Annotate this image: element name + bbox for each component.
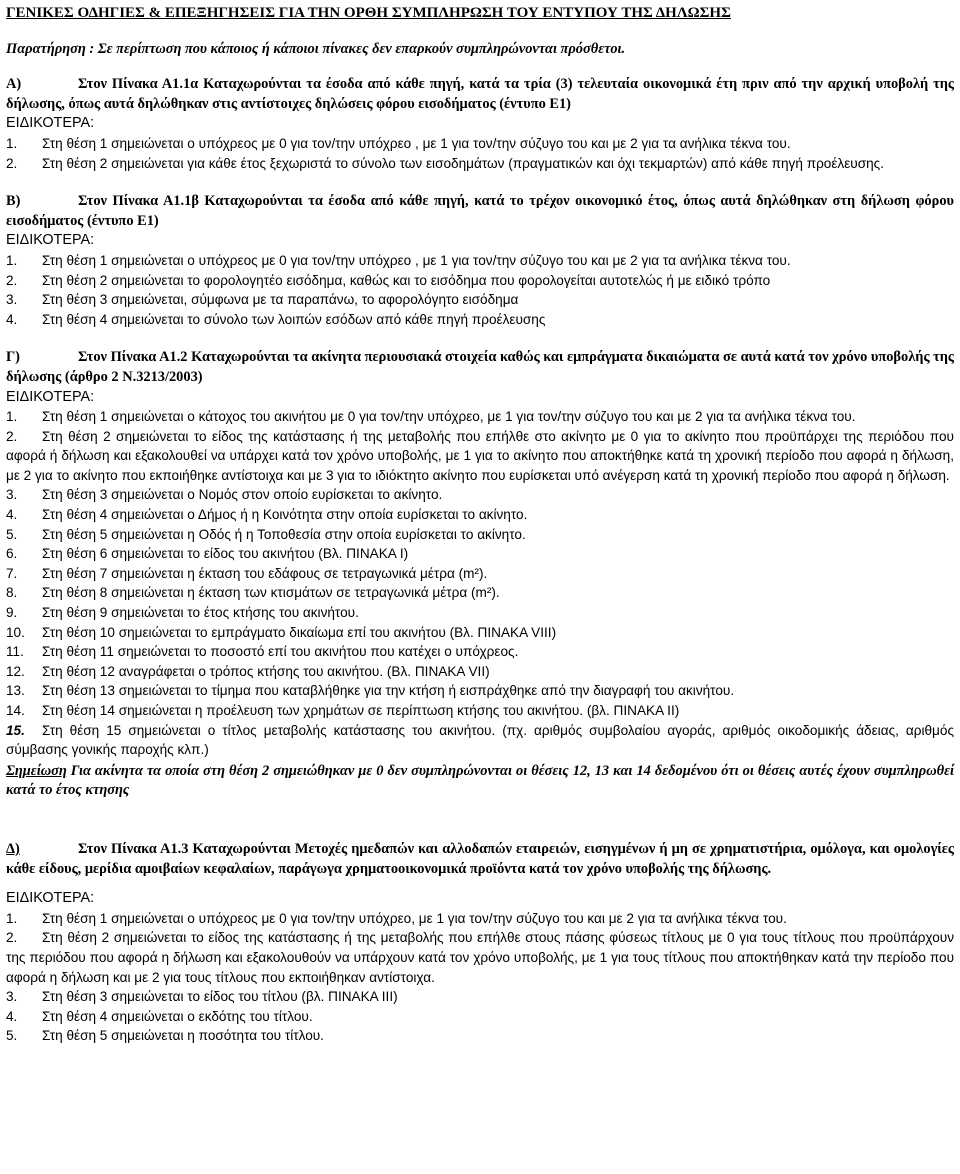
item-text: Στη θέση 6 σημειώνεται το είδος του ακινήτου (Βλ. ΠΙΝΑΚΑ Ι) [42,546,409,562]
list-item [6,525,954,545]
list-item [6,251,954,271]
section-a-heading [6,75,954,114]
specifics-label: ΕΙΔΙΚΟΤΕΡΑ: [6,388,95,405]
item-text: Στη θέση 12 αναγράφεται ο τρόπος κτήσης του ακινήτου. (Βλ. ΠΙΝΑΚΑ VII) [42,663,490,679]
item-text: Στη θέση 5 σημειώνεται η ποσότητα του τίτλου. [42,1028,324,1044]
item-number: 10. [6,624,25,640]
section-c-heading [6,348,954,387]
item-text: Στη θέση 4 σημειώνεται ο εκδότης του τίτλου. [42,1008,313,1024]
item-text: Στη θέση 1 σημειώνεται ο υπόχρεος με 0 για τον/την υπόχρεο , με 1 για τον/την σύζυγο του και με 2 για τα ανήλικα τέκνα του. [42,252,791,268]
item-text: Στη θέση 8 σημειώνεται η έκταση των κτισμάτων σε τετραγωνικά μέτρα (m²). [42,585,500,601]
item-number: 4. [6,311,18,327]
list-item [6,271,954,291]
item-text: Στη θέση 15 σημειώνεται ο τίτλος μεταβολής κατάστασης του ακινήτου. (πχ. αριθμός συμβολαίου αγοράς, αριθμός οικοδομικής άδειας, αριθμός σύμβασης γονικής παροχής κλπ.) [6,722,954,758]
item-text: Στη θέση 3 σημειώνεται, σύμφωνα με τα παραπάνω, το αφορολόγητο εισόδημα [42,292,519,308]
item-text: Στη θέση 3 σημειώνεται το είδος του τίτλου (βλ. ΠΙΝΑΚΑ ΙΙΙ) [42,989,398,1005]
list-item [6,909,954,929]
section-text: Στον Πίνακα Α1.1α Καταχωρούνται τα έσοδα από κάθε πηγή, κατά τα τρία (3) τελευταία οικονομικά έτη πριν από την αρχική υποβολή της δήλωσης, όπως αυτά δηλώθηκαν στις αντίστοιχες δηλώσεις φόρου εισοδήματος (έντυπο Ε1) [6,76,954,112]
spacer [6,801,954,840]
list-item [6,564,954,584]
item-number: 5. [6,526,18,542]
item-text: Στη θέση 1 σημειώνεται ο κάτοχος του ακινήτου με 0 για τον/την υπόχρεο, με 1 για τον/την σύζυγο του και με 2 για τα ανήλικα τέκνα του. [42,409,856,425]
section-letter: Γ) [6,349,20,366]
item-number: 13. [6,683,25,699]
item-number: 8. [6,585,18,601]
list-item [6,485,954,505]
spacer [6,329,954,348]
section-letter: Α) [6,76,22,93]
section-b-heading [6,192,954,231]
specifics-label: ΕΙΔΙΚΟΤΕΡΑ: [6,890,95,907]
item-text: Στη θέση 2 σημειώνεται το φορολογητέο εισόδημα, καθώς και το εισόδημα που φορολογείται αυτοτελώς ή με ειδικό τρόπο [42,272,771,288]
section-text: Στον Πίνακα Α1.3 Καταχωρούνται Μετοχές ημεδαπών και αλλοδαπών εταιρειών, εισηγμένων ή μη σε χρηματιστήρια, ομόλογα, και ομολογίες κάθε είδους, μερίδια αμοιβαίων κεφαλαίων, παράγωγα χρηματοοικονομικά προϊόντα κατά τον χρόνο υποβολής της δήλωσης. [6,840,954,877]
specifics-label: ΕΙΔΙΚΟΤΕΡΑ: [6,232,95,249]
item-number: 3. [6,487,18,503]
page-title: ΓΕΝΙΚΕΣ ΟΔΗΓΙΕΣ & ΕΠΕΞΗΓΗΣΕΙΣ ΓΙΑ ΤΗΝ ΟΡΘΗ ΣΥΜΠΛΗΡΩΣΗ ΤΟΥ ΕΝΤΥΠΟΥ ΤΗΣ ΔΗΛΩΣΗΣ [6,5,731,21]
remark-label: Σημείωση [6,762,67,779]
item-number: 2. [6,930,18,946]
section-letter: Δ) [6,840,20,857]
item-number: 9. [6,605,18,621]
list-item [6,987,954,1007]
item-text: Στη θέση 10 σημειώνεται το εμπράγματο δικαίωμα επί του ακινήτου (Βλ. ΠΙΝΑΚΑ VIII) [42,624,557,640]
item-number: 3. [6,292,18,308]
list-item [6,407,954,427]
remark [6,762,954,801]
item-number: 1. [6,252,18,268]
list-item [6,681,954,701]
item-number: 6. [6,546,18,562]
spacer [6,173,954,192]
item-number: 1. [6,409,18,425]
list-item [6,721,954,760]
item-text: Στη θέση 3 σημειώνεται ο Νομός στον οποίο ευρίσκεται το ακίνητο. [42,487,443,503]
list-item [6,154,954,174]
item-text: Στη θέση 2 σημειώνεται το είδος της κατάστασης ή της μεταβολής που επήλθε στους πάσης φύσεως τίτλους με 0 για τους τίτλους που προϋπάρχουν της περιόδου που αφορά η δήλωση και εξακολουθούν να υπάρχουν κατά τον χρόνο υποβολής, με 1 για τους τίτλους που αποκτήθηκαν κατά την περίοδο που αφορά η δήλωση και με 2 για τους τίτλους που εκποιήθηκαν αντίστοιχα. [6,930,954,985]
item-number: 3. [6,989,18,1005]
item-text: Στη θέση 11 σημειώνεται το ποσοστό επί του ακινήτου που κατέχει ο υπόχρεος. [42,644,519,660]
item-text: Στη θέση 2 σημειώνεται το είδος της κατάστασης ή της μεταβολής που επήλθε στο ακίνητο με 0 για το ακίνητο που προϋπάρχει της περιόδου που αφορά ή δήλωση και εξακολουθεί να υπάρχει κατά τον χρόνο υποβολής, με 1 για το ακίνητο που αποκτήθηκε κατά τη χρονική περίοδο που αφορά η δήλωση, με 2 για το ακίνητο που εκποιήθηκε αντίστοιχα και με 3 για το ιδιόκτητο ακίνητο που ευρίσκεται υπό ανέγερση κατά τη χρονική περίοδο που αφορά η δήλωση. [6,428,954,483]
list-item [6,642,954,662]
item-number: 1. [6,135,18,151]
item-number: 7. [6,565,18,581]
item-number: 2. [6,272,18,288]
item-text: Στη θέση 14 σημειώνεται η προέλευση των χρημάτων σε περίπτωση κτήσης του ακινήτου. (βλ. ΠΙΝΑΚΑ ΙΙ) [42,703,680,718]
section-d-heading [6,840,954,879]
list-item [6,603,954,623]
item-text: Στη θέση 1 σημειώνεται ο υπόχρεος με 0 για τον/την υπόχρεο , με 1 για τον/την σύζυγο του και με 2 για τα ανήλικα τέκνα του. [42,135,791,151]
list-item [6,928,954,987]
item-text: Στη θέση 9 σημειώνεται το έτος κτήσης του ακινήτου. [42,605,359,621]
item-number: 14. [6,703,25,718]
list-item [6,310,954,330]
list-item [6,701,954,721]
item-text: Στη θέση 5 σημειώνεται η Οδός ή η Τοποθεσία στην οποία ευρίσκεται το ακίνητο. [42,526,526,542]
list-item [6,623,954,643]
item-text: Στη θέση 4 σημειώνεται ο Δήμος ή η Κοινότητα στην οποία ευρίσκεται το ακίνητο. [42,507,528,523]
list-item [6,583,954,603]
item-text: Στη θέση 1 σημειώνεται ο υπόχρεος με 0 για τον/την υπόχρεο, με 1 για τον/την σύζυγο του και με 2 για τα ανήλικα τέκνα του. [42,910,787,926]
item-number: 5. [6,1028,18,1044]
list-item [6,1007,954,1027]
note: Παρατήρηση : Σε περίπτωση που κάποιος ή κάποιοι πίνακες δεν επαρκούν συμπληρώνονται πρόσθετοι. [6,40,626,57]
item-number: 11. [6,644,24,660]
remark-text: Για ακίνητα τα οποία στη θέση 2 σημειώθηκαν με 0 δεν συμπληρώνονται οι θέσεις 12, 13 και 14 δεδομένου ότι οι θέσεις αυτές έχουν συμπληρωθεί κατά το έτος κτησης [6,762,954,799]
item-number: 4. [6,507,18,523]
section-letter: Β) [6,193,21,210]
item-number: 1. [6,910,18,926]
item-number: 2. [6,428,18,444]
list-item [6,662,954,682]
item-number: 12. [6,663,25,679]
list-item [6,427,954,486]
item-text: Στη θέση 4 σημειώνεται το σύνολο των λοιπών εσόδων από κάθε πηγή προέλευσης [42,311,546,327]
list-item [6,290,954,310]
list-item [6,134,954,154]
section-text: Στον Πίνακα Α1.1β Καταχωρούνται τα έσοδα από κάθε πηγή, κατά το τρέχον οικονομικό έτος, όπως αυτά δηλώθηκαν στη δήλωση φόρου εισοδήματος (έντυπο Ε1) [6,193,954,229]
item-text: Στη θέση 13 σημειώνεται το τίμημα που καταβλήθηκε για την κτήση ή εισπράχθηκε από την διαγραφή του ακινήτου. [42,683,735,699]
section-c-items [6,407,954,760]
section-text: Στον Πίνακα Α1.2 Καταχωρούνται τα ακίνητα περιουσιακά στοιχεία καθώς και εμπράγματα δικαιώματα σε αυτά κατά τον χρόνο υποβολής της δήλωσης (άρθρο 2 Ν.3213/2003) [6,349,954,385]
specifics-label: ΕΙΔΙΚΟΤΕΡΑ: [6,115,95,132]
list-item [6,505,954,525]
item-text: Στη θέση 2 σημειώνεται για κάθε έτος ξεχωριστά το σύνολο των εισοδημάτων (πραγματικών και όχι τεκμαρτών) από κάθε πηγή προέλευσης. [42,155,884,171]
list-item [6,544,954,564]
item-number: 15. [6,722,25,738]
list-item [6,1026,954,1046]
item-number: 4. [6,1008,18,1024]
item-number: 2. [6,155,18,171]
item-text: Στη θέση 7 σημειώνεται η έκταση του εδάφους σε τετραγωνικά μέτρα (m²). [42,565,488,581]
